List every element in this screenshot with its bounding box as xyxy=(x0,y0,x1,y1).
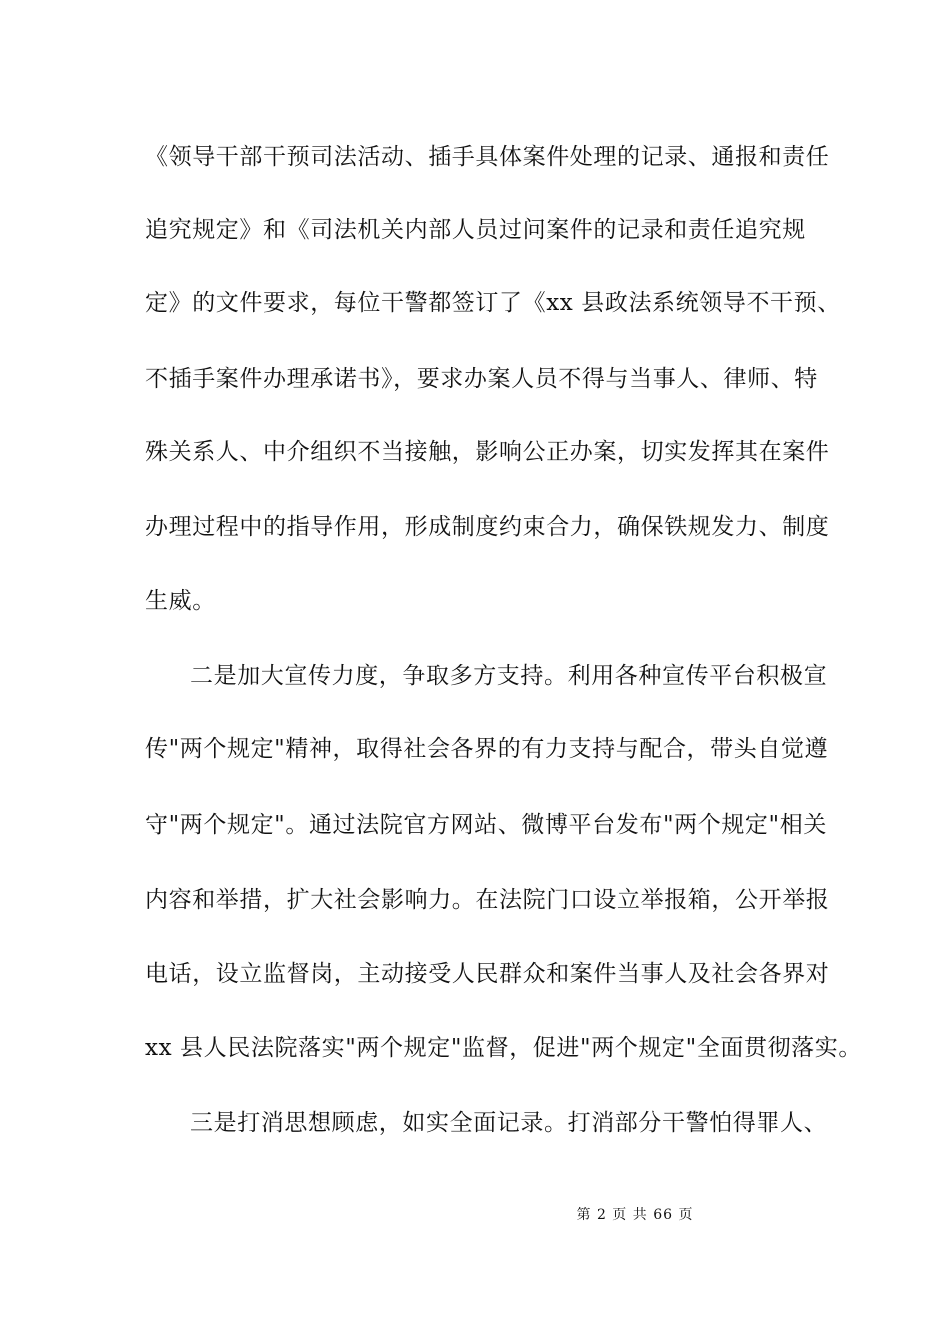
text-line-7: 生威。 xyxy=(145,588,216,614)
text-line-11: 内容和举措，扩大社会影响力。在法院门口设立举报箱，公开举报 xyxy=(145,887,830,913)
text-line-3: 定》的文件要求，每位干警都签订了《xx 县政法系统领导不干预、 xyxy=(145,290,841,316)
text-line-12: 电话，设立监督岗，主动接受人民群众和案件当事人及社会各界对 xyxy=(145,961,830,987)
text-line-4: 不插手案件办理承诺书》，要求办案人员不得与当事人、律师、特 xyxy=(145,366,818,392)
text-line-14: 三是打消思想顾虑，如实全面记录。打消部分干警怕得罪人、 xyxy=(190,1110,828,1136)
text-line-6: 办理过程中的指导作用，形成制度约束合力，确保铁规发力、制度 xyxy=(145,514,830,540)
text-line-9: 传"两个规定"精神，取得社会各界的有力支持与配合，带头自觉遵 xyxy=(145,736,829,762)
text-line-13: xx 县人民法院落实"两个规定"监督，促进"两个规定"全面贯彻落实。 xyxy=(145,1035,862,1061)
text-line-8: 二是加大宣传力度，争取多方支持。利用各种宣传平台积极宣 xyxy=(190,663,828,689)
text-line-1: 《领导干部干预司法活动、插手具体案件处理的记录、通报和责任 xyxy=(145,144,830,170)
text-line-10: 守"两个规定"。通过法院官方网站、微博平台发布"两个规定"相关 xyxy=(145,812,827,838)
text-line-5: 殊关系人、中介组织不当接触，影响公正办案，切实发挥其在案件 xyxy=(145,439,830,465)
page-number: 第 2 页 共 66 页 xyxy=(576,1207,694,1223)
text-line-2: 追究规定》和《司法机关内部人员过问案件的记录和责任追究规 xyxy=(145,217,806,243)
page-footer xyxy=(0,1205,950,1225)
